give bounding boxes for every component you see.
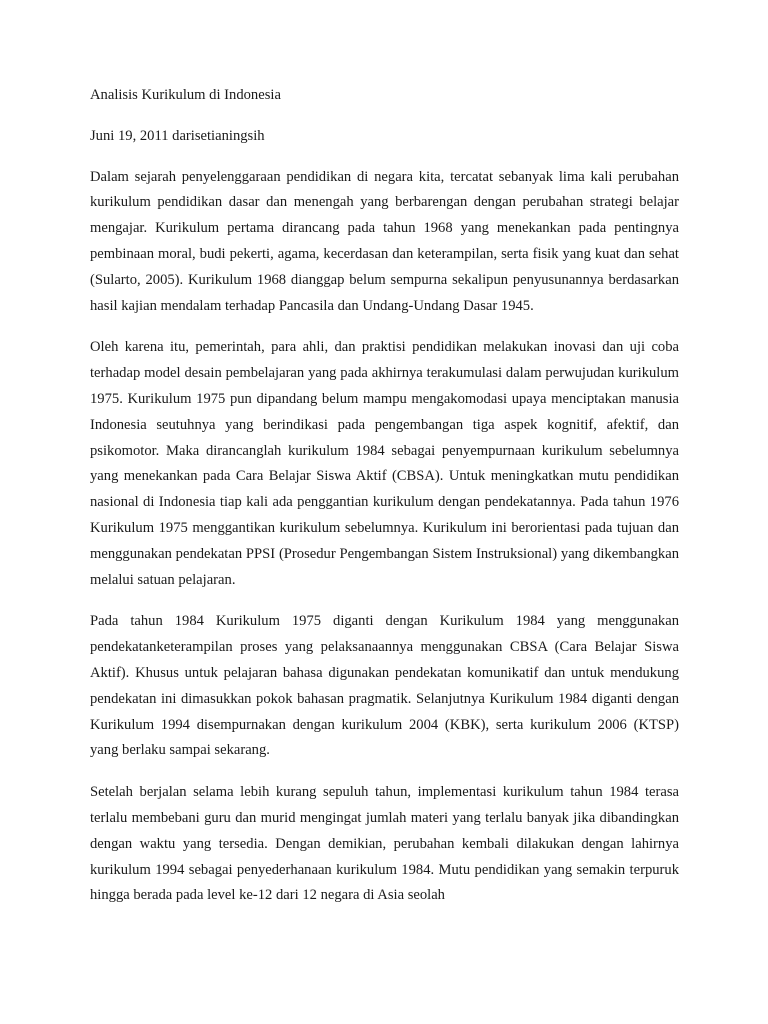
document-page [90, 83, 679, 925]
paragraph-3: Pada tahun 1984 Kurikulum 1975 diganti dengan Kurikulum 1984 yang menggunakan pendekatanketerampilan proses yang pelaksanaannya menggunakan CBSA (Cara Belajar Siswa Aktif). Khusus untuk pelajaran bahasa digunakan pendekatan komunikatif dan untuk mendukung pendekatan ini dimasukkan pokok bahasan pragmatik. Selanjutnya Kurikulum 1984 diganti dengan Kurikulum 1994 disempurnakan dengan kurikulum 2004 (KBK), serta kurikulum 2006 (KTSP) yang berlaku sampai sekarang. [90, 613, 679, 759]
paragraph-1: Dalam sejarah penyelenggaraan pendidikan di negara kita, tercatat sebanyak lima kali perubahan kurikulum pendidikan dasar dan menengah yang berbarengan dengan perubahan strategi belajar mengajar. Kurikulum pertama dirancang pada tahun 1968 yang menekankan pada pentingnya pembinaan moral, budi pekerti, agama, kecerdasan dan keterampilan, serta fisik yang kuat dan sehat (Sularto, 2005). Kurikulum 1968 dianggap belum sempurna sekalipun penyusunannya berdasarkan hasil kajian mendalam terhadap Pancasila dan Undang-Undang Dasar 1945. [90, 168, 679, 314]
paragraph-4: Setelah berjalan selama lebih kurang sepuluh tahun, implementasi kurikulum tahun 1984 terasa terlalu membebani guru dan murid mengingat jumlah materi yang terlalu banyak jika dibandingkan dengan waktu yang tersedia. Dengan demikian, perubahan kembali dilakukan dengan lahirnya kurikulum 1994 sebagai penyederhanaan kurikulum 1984. Mutu pendidikan yang semakin terpuruk hingga berada pada level ke-12 dari 12 negara di Asia seolah [90, 784, 679, 904]
paragraph-2: Oleh karena itu, pemerintah, para ahli, dan praktisi pendidikan melakukan inovasi dan uji coba terhadap model desain pembelajaran yang pada akhirnya terakumulasi dalam perwujudan kurikulum 1975. Kurikulum 1975 pun dipandang belum mampu mengakomodasi upaya menciptakan manusia Indonesia seutuhnya yang berindikasi pada pengembangan tiga aspek kognitif, afektif, dan psikomotor. Maka dirancanglah kurikulum 1984 sebagai penyempurnaan kurikulum sebelumnya yang menekankan pada Cara Belajar Siswa Aktif (CBSA). Untuk meningkatkan mutu pendidikan nasional di Indonesia tiap kali ada penggantian kurikulum dengan pendekatannya. Pada tahun 1976 Kurikulum 1975 menggantikan kurikulum sebelumnya. Kurikulum ini berorientasi pada tujuan dan menggunakan pendekatan PPSI (Prosedur Pengembangan Sistem Instruksional) yang dikembangkan melalui satuan pelajaran. [90, 339, 679, 588]
document-title: Analisis Kurikulum di Indonesia [90, 87, 281, 103]
document-date-author: Juni 19, 2011 darisetianingsih [90, 127, 265, 144]
